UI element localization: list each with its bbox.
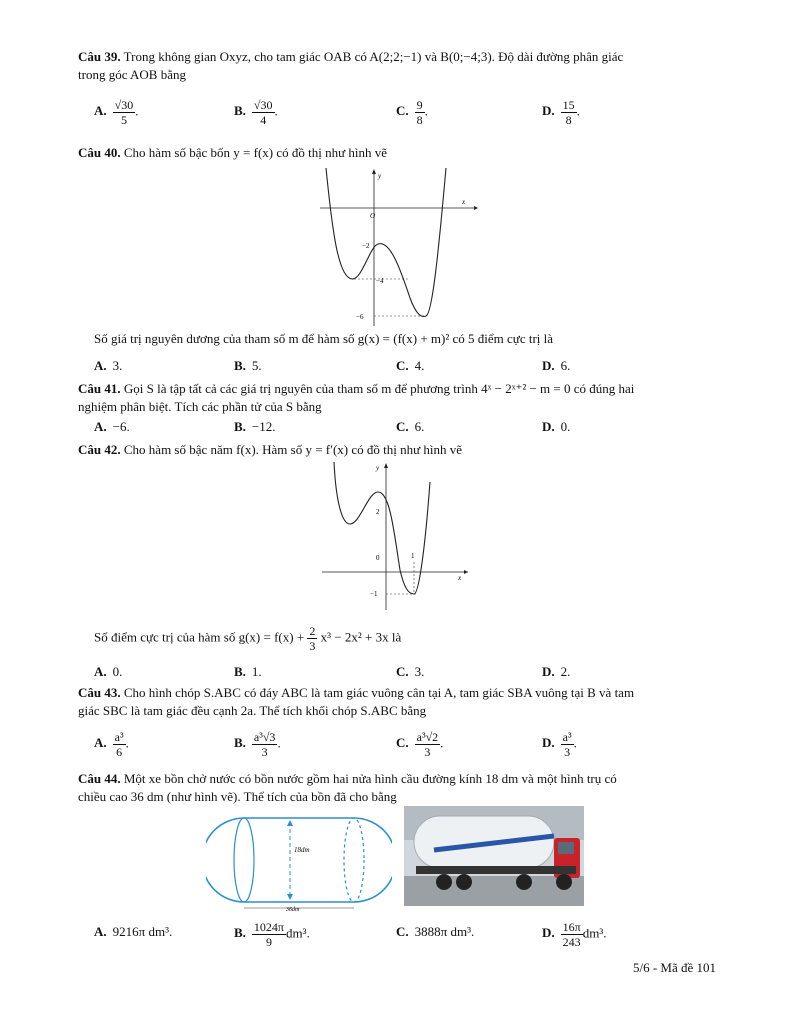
question-43: [78, 684, 718, 720]
q40-tick-m6: −6: [356, 313, 364, 321]
question-39-label: Câu 39.: [78, 49, 121, 64]
q42-tick-0: 0: [376, 554, 380, 562]
option-43-d[interactable]: D. $\frac{\text{a³}}{3}$ .: [542, 730, 577, 759]
q42-tick-m1: −1: [370, 590, 378, 598]
option-39-b[interactable]: B. $\frac{√30}{4}$ .: [234, 98, 278, 127]
option-39-a[interactable]: A. $\frac{√30}{5}$ .: [94, 98, 139, 127]
question-39: [78, 48, 718, 84]
option-40-b[interactable]: B. 5.: [234, 358, 262, 373]
tanker-truck-photo: [404, 806, 584, 906]
question-42-text-2: Số điểm cực trị của hàm số g(x) = f(x) + $\frac{2}{3}$ x³ − 2x² + 3x là: [94, 624, 402, 653]
question-41-text: Gọi S là tập tất cả các giá trị nguyên của tham số m để phương trình 4ˣ − 2ˣ⁺² − m = 0 có đúng hai: [123, 381, 635, 396]
question-42-label: Câu 42.: [78, 442, 121, 457]
graph-q42: [320, 462, 470, 612]
question-43-text: Cho hình chóp S.ABC có đáy ABC là tam giác vuông cân tại A, tam giác SBA vuông tại B và tam: [123, 685, 635, 700]
question-39-text: Trong không gian Oxyz, cho tam giác OAB có A(2;2;−1) và B(0;−4;3). Độ dài đường phân giác: [123, 49, 624, 64]
option-44-c[interactable]: C. 3888π dm³.: [396, 924, 475, 939]
question-40-label: Câu 40.: [78, 145, 121, 160]
q40-tick-m2: −2: [362, 242, 370, 250]
tank-diameter-label: 18dm: [294, 846, 310, 854]
option-39-d[interactable]: D. $\frac{15}{8}$ .: [542, 98, 580, 127]
option-42-a[interactable]: A. 0.: [94, 664, 123, 679]
option-40-a[interactable]: A. 3.: [94, 358, 123, 373]
page-footer: 5/6 - Mã đề 101: [632, 960, 716, 975]
q42-y-label: y: [376, 464, 380, 472]
q40-x-label: x: [462, 198, 466, 206]
q40-y-label: y: [378, 172, 382, 180]
tank-length-label: 36dm: [286, 907, 300, 912]
option-41-b[interactable]: B. −12.: [234, 419, 276, 434]
question-41: [78, 380, 718, 416]
question-44-label: Câu 44.: [78, 771, 121, 786]
question-43-label: Câu 43.: [78, 685, 121, 700]
question-44-text: Một xe bồn chở nước có bồn nước gồm hai nửa hình cầu đường kính 18 dm và một hình trụ có: [123, 771, 617, 786]
question-41-label: Câu 41.: [78, 381, 121, 396]
question-41-text-2: nghiệm phân biệt. Tích các phần tử của S bằng: [78, 399, 322, 414]
question-43-options: [94, 730, 714, 759]
option-43-c[interactable]: C. $\frac{\text{a³√2}}{3}$ .: [396, 730, 444, 759]
question-44-options: [94, 920, 714, 949]
question-42-text: Cho hàm số bậc năm f(x). Hàm số y = f′(x) có đồ thị như hình vẽ: [123, 442, 463, 457]
q40-origin-label: O: [370, 212, 376, 220]
question-40-text: Cho hàm số bậc bốn y = f(x) có đồ thị như hình vẽ: [123, 145, 388, 160]
q42-tick-2: 2: [376, 508, 380, 516]
question-44-text-2: chiều cao 36 dm (như hình vẽ). Thể tích của bồn đã cho bằng: [78, 789, 397, 804]
option-40-c[interactable]: C. 4.: [396, 358, 425, 373]
question-40-text-2: Số giá trị nguyên dương của tham số m để hàm số g(x) = (f(x) + m)² có 5 điểm cực trị là: [94, 331, 554, 346]
question-40: [78, 144, 718, 162]
option-40-d[interactable]: D. 6.: [542, 358, 571, 373]
option-43-a[interactable]: A. $\frac{\text{a³}}{6}$ .: [94, 730, 129, 759]
question-39-text-2: trong góc AOB bằng: [78, 67, 186, 82]
q40-tick-m4: −4: [376, 277, 384, 285]
question-40-options: [94, 358, 714, 382]
question-43-text-2: giác SBC là tam giác đều cạnh 2a. Thể tích khối chóp S.ABC bằng: [78, 703, 427, 718]
question-39-options: [94, 98, 714, 127]
option-42-b[interactable]: B. 1.: [234, 664, 262, 679]
option-41-a[interactable]: A. −6.: [94, 419, 130, 434]
question-44: [78, 770, 718, 806]
option-44-d[interactable]: D. $\frac{16\pi}{243}$ dm³.: [542, 920, 607, 949]
option-41-c[interactable]: C. 6.: [396, 419, 425, 434]
q42-tick-1: 1: [411, 552, 415, 560]
question-42: [78, 441, 718, 459]
option-42-c[interactable]: C. 3.: [396, 664, 425, 679]
option-43-b[interactable]: B. $\frac{\text{a³√3}}{3}$ .: [234, 730, 281, 759]
option-41-d[interactable]: D. 0.: [542, 419, 571, 434]
option-39-c[interactable]: C. $\frac{9}{8}$ .: [396, 98, 428, 127]
tank-diagram: [206, 812, 392, 912]
question-41-options: [94, 419, 714, 443]
graph-q40: [318, 168, 478, 328]
option-44-a[interactable]: A. 9216π dm³.: [94, 924, 173, 939]
q42-x-label: x: [458, 574, 462, 582]
option-44-b[interactable]: B. $\frac{1024\pi}{9}$ dm³.: [234, 920, 310, 949]
q42-fraction: $\frac{2}{3}$: [309, 624, 316, 653]
option-42-d[interactable]: D. 2.: [542, 664, 571, 679]
